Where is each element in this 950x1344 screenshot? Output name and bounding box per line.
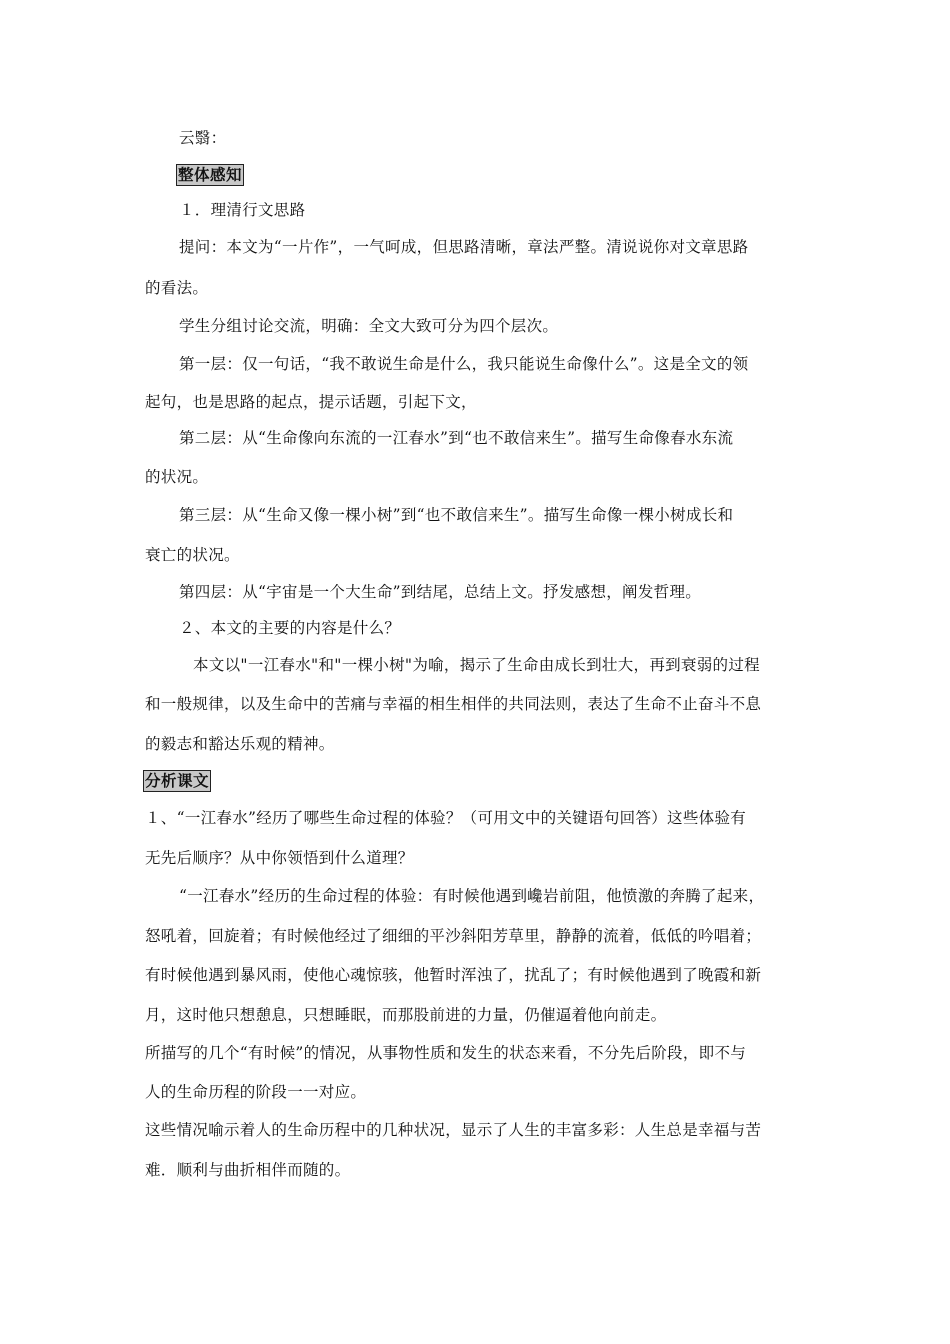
layer2-line2: 的状况。 bbox=[145, 468, 209, 486]
layer2-line1: 第二层：从“生命像向东流的一江春水”到“也不敢信来生”。描写生命像春水东流 bbox=[179, 429, 734, 447]
question1-line2: 的看法。 bbox=[145, 279, 209, 297]
answer3-line1: “一江春水”经历的生命过程的体验：有时候他遇到巉岩前阻，他愤激的奔腾了起来， bbox=[179, 887, 765, 905]
item1-title: １．理清行文思路 bbox=[179, 201, 306, 219]
question1-line1: 提问：本文为“一片作”，一气呵成，但思路清晰，章法严整。清说说你对文章思路 bbox=[179, 238, 749, 256]
layer1-line1: 第一层：仅一句话，“我不敢说生命是什么，我只能说生命像什么”。这是全文的领 bbox=[179, 355, 749, 373]
section-heading-text-analysis: 分析课文 bbox=[145, 771, 210, 790]
question3-line2: 无先后顺序？从中你领悟到什么道理？ bbox=[145, 849, 414, 867]
answer3-line6: 人的生命历程的阶段一一对应。 bbox=[145, 1083, 367, 1101]
answer3-line8: 难．顺利与曲折相伴而随的。 bbox=[145, 1161, 351, 1179]
answer2-line2: 和一般规律，以及生命中的苦痛与幸福的相生相伴的共同法则，表达了生命不止奋斗不息 bbox=[145, 695, 762, 713]
answer2-line1: 本文以"一江春水"和"一棵小树"为喻，揭示了生命由成长到壮大，再到衰弱的过程 bbox=[193, 656, 760, 674]
answer3-line7: 这些情况喻示着人的生命历程中的几种状况，显示了人生的丰富多彩：人生总是幸福与苦 bbox=[145, 1121, 762, 1139]
answer3-line4: 月，这时他只想憩息，只想睡眠，而那股前进的力量，仍催逼着他向前走。 bbox=[145, 1006, 667, 1024]
discussion-line: 学生分组讨论交流，明确：全文大致可分为四个层次。 bbox=[179, 317, 559, 335]
layer4-line: 第四层：从“宇宙是一个大生命”到结尾，总结上文。抒发感想，阐发哲理。 bbox=[179, 583, 702, 601]
answer3-line3: 有时候他遇到暴风雨，使他心魂惊骇，他暂时浑浊了，扰乱了；有时候他遇到了晚霞和新 bbox=[145, 966, 762, 984]
answer2-line3: 的毅志和豁达乐观的精神。 bbox=[145, 735, 335, 753]
layer1-line2: 起句，也是思路的起点，提示话题，引起下文， bbox=[145, 393, 477, 411]
intro-line: 云翳： bbox=[179, 129, 227, 147]
answer3-line5: 所描写的几个“有时候”的情况，从事物性质和发生的状态来看，不分先后阶段，即不与 bbox=[145, 1044, 747, 1062]
answer3-line2: 怒吼着，回旋着；有时候他经过了细细的平沙斜阳芳草里，静静的流着，低低的吟唱着； bbox=[145, 927, 762, 945]
layer3-line1: 第三层：从“生命又像一棵小树”到“也不敢信来生”。描写生命像一棵小树成长和 bbox=[179, 506, 734, 524]
layer3-line2: 衰亡的状况。 bbox=[145, 546, 240, 564]
question3-line1: １、“一江春水”经历了哪些生命过程的体验？（可用文中的关键语句回答）这些体验有 bbox=[145, 809, 747, 827]
section-heading-overall-perception: 整体感知 bbox=[178, 165, 243, 184]
item2-title: ２、本文的主要的内容是什么？ bbox=[179, 619, 401, 637]
